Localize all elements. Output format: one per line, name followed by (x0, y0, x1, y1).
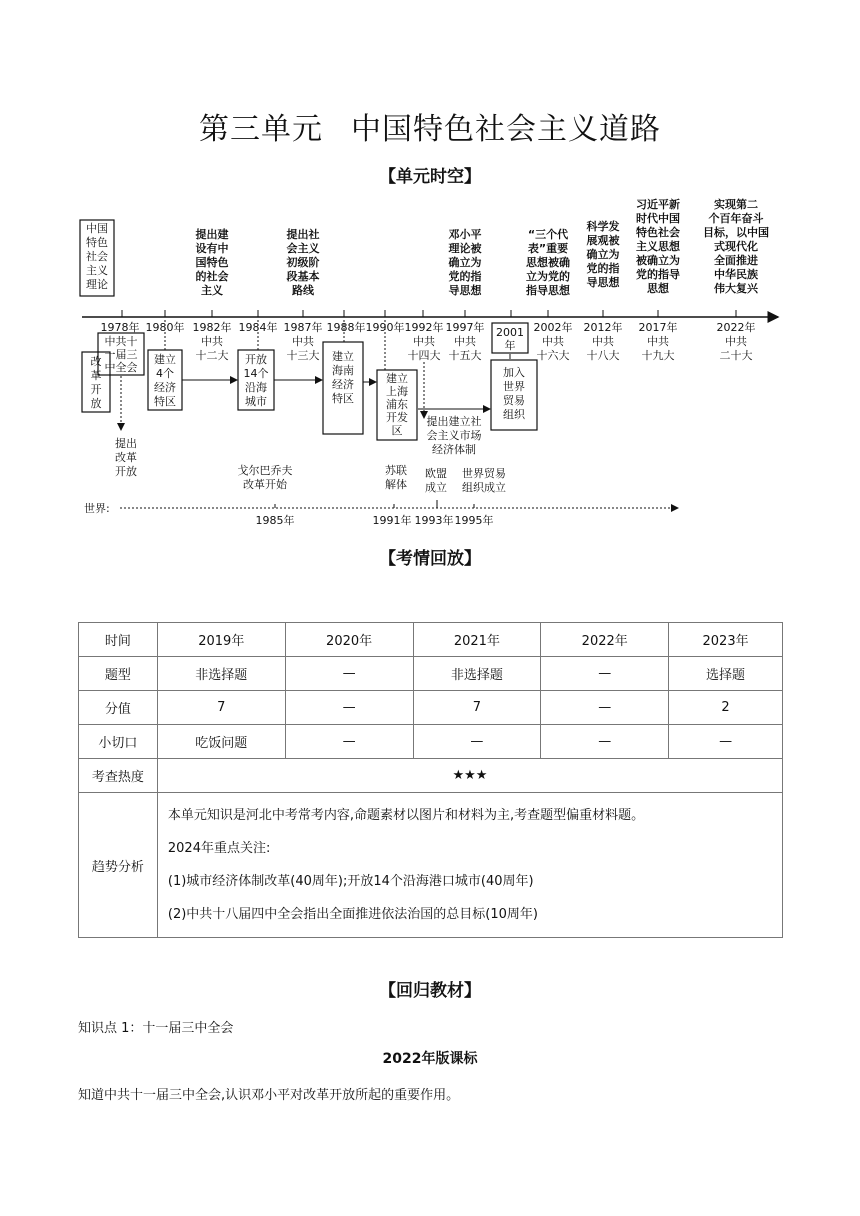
svg-text:经济: 经济 (154, 381, 176, 394)
svg-text:革: 革 (90, 369, 102, 382)
svg-text:1978年: 1978年 (100, 321, 140, 334)
svg-text:中共十: 中共十 (104, 335, 138, 348)
table-cell: — (285, 725, 413, 759)
world-events (238, 463, 507, 494)
svg-text:组织成立: 组织成立 (462, 481, 506, 494)
svg-text:邓小平: 邓小平 (448, 228, 482, 241)
svg-text:展观被: 展观被 (586, 234, 620, 247)
svg-text:区: 区 (391, 424, 403, 437)
svg-text:一届三: 一届三 (104, 348, 138, 361)
svg-text:科学发: 科学发 (586, 220, 620, 233)
svg-text:主义: 主义 (201, 284, 223, 297)
svg-text:2017年: 2017年 (638, 321, 678, 334)
svg-text:时代中国: 时代中国 (636, 212, 680, 225)
svg-text:十九大: 十九大 (641, 349, 675, 362)
svg-text:1982年: 1982年 (192, 321, 232, 334)
section-heading-textbook: 【回归教材】 (379, 981, 481, 1001)
svg-text:思想被确: 思想被确 (526, 256, 570, 269)
svg-text:理论被: 理论被 (448, 242, 482, 255)
svg-text:2001: 2001 (496, 326, 524, 339)
svg-text:立为党的: 立为党的 (526, 270, 570, 283)
standard-title: 2022年版课标 (382, 1051, 478, 1067)
svg-text:理论: 理论 (86, 278, 108, 291)
table-cell: 2 (669, 691, 783, 725)
svg-text:导思想: 导思想 (586, 276, 620, 289)
svg-text:社会: 社会 (86, 250, 108, 263)
svg-text:实现第二: 实现第二 (714, 198, 758, 211)
svg-text:4个: 4个 (156, 367, 174, 380)
svg-text:中共: 中共 (542, 335, 564, 348)
svg-text:1984年: 1984年 (238, 321, 278, 334)
svg-text:14个: 14个 (243, 367, 269, 380)
svg-text:思想: 思想 (647, 282, 669, 295)
svg-text:中共: 中共 (647, 335, 669, 348)
svg-text:成立: 成立 (425, 481, 447, 494)
svg-text:开放: 开放 (115, 465, 137, 478)
svg-text:1987年: 1987年 (283, 321, 323, 334)
table-row (79, 759, 783, 793)
svg-text:放: 放 (90, 397, 102, 410)
table-cell: 选择题 (669, 657, 783, 691)
svg-text:1988年: 1988年 (326, 321, 366, 334)
svg-text:主义思想: 主义思想 (636, 240, 680, 253)
table-cell: 吃饭问题 (157, 725, 285, 759)
svg-text:贸易: 贸易 (503, 394, 525, 407)
svg-text:1997年: 1997年 (445, 321, 485, 334)
svg-text:海南: 海南 (332, 364, 354, 377)
page-title: 第三单元 中国特色社会主义道路 (199, 112, 661, 147)
table-cell: 非选择题 (157, 657, 285, 691)
table-cell: — (285, 657, 413, 691)
svg-text:建立: 建立 (332, 350, 354, 363)
svg-text:欧盟: 欧盟 (425, 467, 447, 480)
svg-text:开放: 开放 (245, 353, 267, 366)
trend-line: 2024年重点关注: (167, 841, 271, 856)
table-cell: 2021年 (413, 623, 541, 657)
svg-text:全面推进: 全面推进 (714, 254, 758, 267)
svg-text:提出社: 提出社 (286, 228, 320, 241)
svg-text:中国: 中国 (86, 222, 108, 235)
svg-text:特区: 特区 (154, 395, 176, 408)
svg-text:1980年: 1980年 (145, 321, 185, 334)
svg-text:段基本: 段基本 (286, 270, 320, 283)
svg-text:建立: 建立 (154, 353, 176, 366)
table-cell: 7 (413, 691, 541, 725)
table-cell: 2023年 (669, 623, 783, 657)
svg-text:特色社会: 特色社会 (636, 226, 680, 239)
trend-label: 趋势分析 (79, 793, 158, 938)
event-1987-text (286, 227, 320, 297)
table-cell: — (541, 691, 669, 725)
trend-analysis (157, 793, 782, 938)
trend-line: (1)城市经济体制改革(40周年);开放14个沿海港口城市(40周年) (167, 874, 534, 889)
table-cell: 2019年 (157, 623, 285, 657)
event-1997-text (449, 227, 483, 297)
svg-text:个百年奋斗: 个百年奋斗 (708, 212, 764, 225)
svg-text:戈尔巴乔夫: 戈尔巴乔夫 (237, 464, 293, 477)
svg-text:沿海: 沿海 (245, 381, 267, 394)
svg-text:指导思想: 指导思想 (526, 284, 570, 297)
heat-stars: ★★★ (157, 759, 782, 793)
table-row (79, 725, 783, 759)
table-cell: 题型 (79, 657, 158, 691)
svg-text:城市: 城市 (245, 395, 267, 408)
svg-text:开发: 开发 (386, 411, 408, 424)
table-row (79, 657, 783, 691)
svg-text:2012年: 2012年 (583, 321, 623, 334)
trend-line: 本单元知识是河北中考常考内容,命题素材以图片和材料为主,考查题型偏重材料题。 (167, 808, 645, 823)
table-row (79, 623, 783, 657)
svg-text:党的指: 党的指 (586, 262, 620, 275)
svg-text:十五大: 十五大 (448, 349, 482, 362)
svg-text:建立: 建立 (386, 372, 408, 385)
svg-text:设有中: 设有中 (195, 242, 229, 255)
svg-text:会主义: 会主义 (286, 242, 320, 255)
table-cell: 2022年 (541, 623, 669, 657)
svg-text:1985年: 1985年 (255, 514, 295, 527)
svg-text:二十大: 二十大 (719, 349, 753, 362)
svg-text:特色: 特色 (86, 236, 108, 249)
table-cell: 2020年 (285, 623, 413, 657)
svg-text:组织: 组织 (503, 408, 525, 421)
exam-review-table (78, 622, 783, 938)
table-cell: 7 (157, 691, 285, 725)
trend-line: (2)中共十八届四中全会指出全面推进依法治国的总目标(10周年) (167, 907, 538, 922)
section-heading-exam: 【考情回放】 (379, 549, 481, 569)
event-2017-text (636, 197, 681, 295)
svg-text:浦东: 浦东 (386, 398, 408, 411)
event-2002-text (526, 227, 571, 297)
world-label: 世界: (84, 502, 110, 515)
svg-text:上海: 上海 (386, 385, 408, 398)
svg-text:提出建立社: 提出建立社 (426, 415, 482, 428)
svg-text:目标，以中国: 目标，以中国 (703, 226, 769, 239)
svg-text:路线: 路线 (292, 284, 314, 297)
svg-text:特区: 特区 (332, 392, 354, 405)
heat-label: 考查热度 (79, 759, 158, 793)
svg-text:苏联: 苏联 (385, 464, 407, 477)
table-cell: — (541, 725, 669, 759)
svg-text:会主义市场: 会主义市场 (426, 429, 482, 442)
svg-text:确立为: 确立为 (448, 256, 482, 269)
world-years (256, 513, 494, 527)
table-cell: 小切口 (79, 725, 158, 759)
svg-text:提出: 提出 (115, 437, 137, 450)
svg-text:开: 开 (90, 383, 102, 396)
svg-text:十八大: 十八大 (586, 349, 620, 362)
svg-text:提出建: 提出建 (195, 228, 229, 241)
svg-text:国特色: 国特色 (195, 256, 229, 269)
axis-ticks (122, 310, 736, 317)
year-labels (101, 320, 756, 334)
svg-text:表”重要: 表”重要 (527, 242, 569, 255)
svg-text:改革开始: 改革开始 (243, 478, 287, 491)
knowledge-point: 知识点 1：十一届三中全会 (78, 1021, 234, 1036)
svg-text:加入: 加入 (503, 366, 525, 379)
svg-text:改: 改 (90, 355, 102, 368)
svg-text:中共: 中共 (292, 335, 314, 348)
svg-text:中共: 中共 (201, 335, 223, 348)
svg-text:习近平新: 习近平新 (636, 198, 680, 211)
svg-text:解体: 解体 (385, 478, 407, 491)
table-cell: 非选择题 (413, 657, 541, 691)
svg-text:党的指导: 党的指导 (636, 268, 680, 281)
svg-text:2022年: 2022年 (716, 321, 756, 334)
svg-text:中共: 中共 (413, 335, 435, 348)
svg-text:“三个代: “三个代 (527, 228, 569, 241)
svg-text:1990年: 1990年 (365, 321, 405, 334)
standard-text: 知道中共十一届三中全会,认识邓小平对改革开放所起的重要作用。 (78, 1088, 460, 1103)
svg-text:世界: 世界 (503, 380, 525, 393)
table-cell: 时间 (79, 623, 158, 657)
event-2022-text (703, 197, 769, 295)
svg-text:2002年: 2002年 (533, 321, 573, 334)
svg-text:改革: 改革 (115, 451, 137, 464)
svg-text:中共: 中共 (454, 335, 476, 348)
table-cell: — (413, 725, 541, 759)
svg-text:初级阶: 初级阶 (286, 256, 320, 269)
svg-text:中华民族: 中华民族 (714, 268, 758, 281)
svg-text:主义: 主义 (86, 264, 108, 277)
table-cell: 分值 (79, 691, 158, 725)
theory-box-text (86, 221, 108, 291)
svg-text:1995年: 1995年 (454, 514, 494, 527)
svg-text:十三大: 十三大 (286, 349, 320, 362)
svg-text:1993年: 1993年 (414, 514, 454, 527)
svg-text:中全会: 中全会 (104, 361, 138, 374)
svg-text:经济体制: 经济体制 (432, 443, 476, 456)
table-cell: — (541, 657, 669, 691)
svg-text:中共: 中共 (725, 335, 747, 348)
svg-text:的社会: 的社会 (195, 270, 229, 283)
event-1982-text (196, 227, 229, 297)
table-cell: — (285, 691, 413, 725)
svg-text:十六大: 十六大 (536, 349, 570, 362)
svg-text:党的指: 党的指 (448, 270, 482, 283)
svg-text:十二大: 十二大 (195, 349, 229, 362)
svg-text:导思想: 导思想 (448, 284, 482, 297)
svg-text:世界贸易: 世界贸易 (462, 467, 506, 480)
svg-text:1992年: 1992年 (404, 321, 444, 334)
svg-text:经济: 经济 (332, 378, 354, 391)
timeline-diagram (0, 190, 860, 530)
event-2012-text (586, 219, 621, 289)
svg-text:1991年: 1991年 (372, 514, 412, 527)
congress-labels (196, 334, 753, 362)
table-row (79, 691, 783, 725)
svg-text:被确立为: 被确立为 (636, 254, 680, 267)
svg-text:式现代化: 式现代化 (714, 240, 758, 253)
svg-text:中共: 中共 (592, 335, 614, 348)
table-cell: — (669, 725, 783, 759)
svg-text:十四大: 十四大 (407, 349, 441, 362)
svg-text:伟大复兴: 伟大复兴 (714, 282, 758, 295)
section-heading-timeline: 【单元时空】 (379, 167, 481, 187)
svg-text:确立为: 确立为 (586, 248, 620, 261)
svg-text:年: 年 (504, 339, 516, 352)
table-row (79, 793, 783, 938)
